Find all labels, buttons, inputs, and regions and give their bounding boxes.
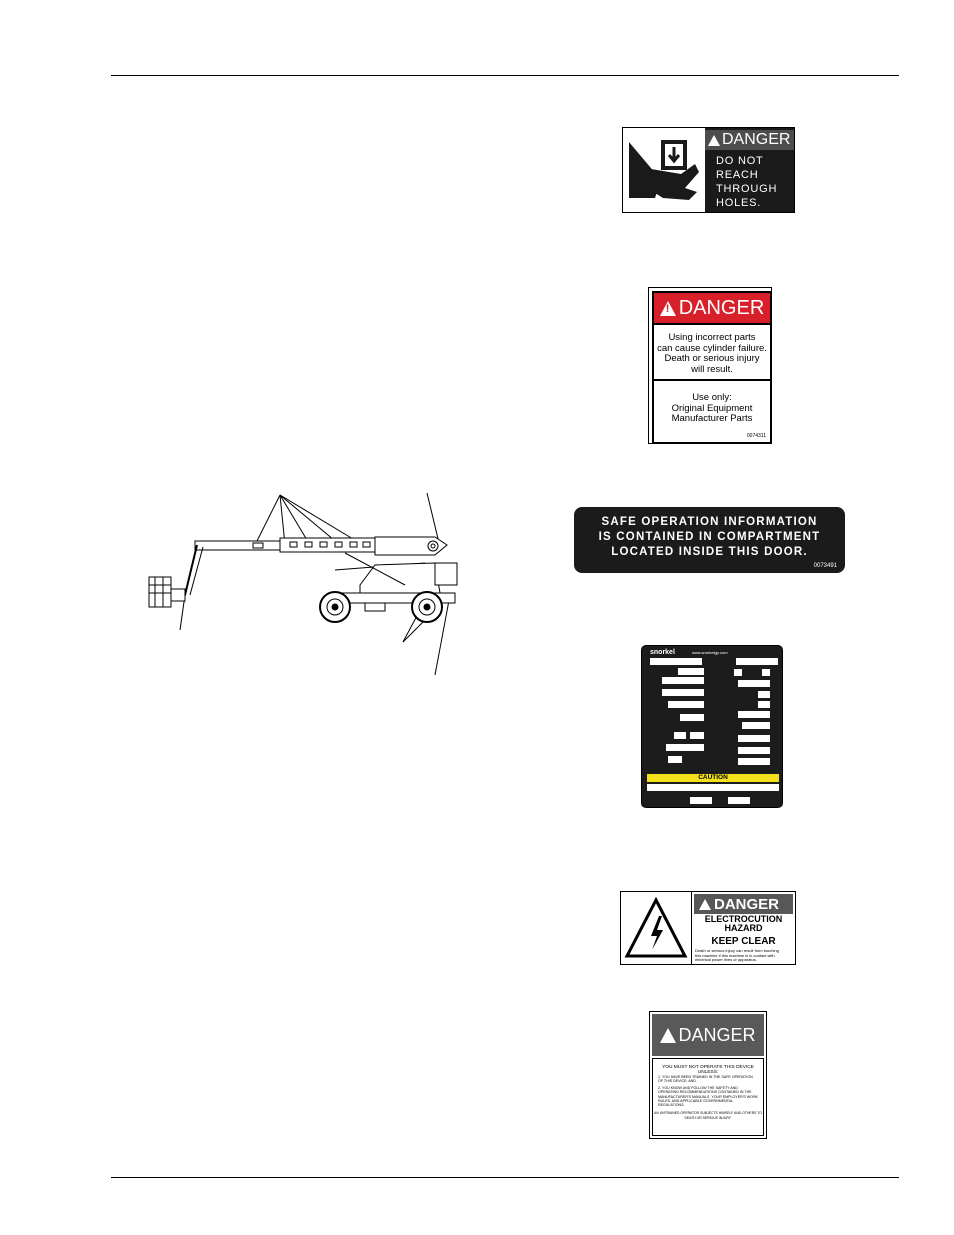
operate-item: 1. YOU HAVE BEEN TRAINED IN THE SAFE OPERATION OF THIS DEVICE; AND [658,1075,753,1084]
plate-field [662,689,704,696]
brand-logo: snorkel [650,649,675,656]
plate-field [738,735,770,742]
plate-field [758,701,770,708]
warning-triangle-icon [699,899,711,910]
danger-header: DANGER [705,130,794,150]
danger-label-incorrect-parts [648,287,772,444]
instruction-line: Original Equipment [671,402,753,414]
plate-field [734,669,742,676]
label-line: THROUGH [716,183,778,195]
plate-field [690,732,704,739]
label-line: HOLES. [716,197,762,209]
plate-field [738,758,770,765]
part-number: 0073491 [813,563,837,569]
plate-field [738,711,770,718]
operate-title: YOU MUST NOT OPERATE THIS DEVICE UNLESS: [662,1065,754,1075]
plate-field [762,669,770,676]
warning-triangle-icon [660,301,676,316]
plate-field [674,732,686,739]
plate-field [678,668,704,675]
warning-triangle-icon [708,135,720,146]
instruction-line: Use only: [692,392,732,403]
plate-field [728,797,750,804]
plate-field [662,677,704,684]
label-line: SAFE OPERATION INFORMATION [601,516,818,528]
hazard-title: ELECTROCUTION [704,914,783,924]
footer-rule [111,1177,899,1178]
safe-operation-label [574,507,845,573]
danger-header: DANGER [694,894,793,914]
plate-field [738,747,770,754]
serial-number-plate [641,645,783,808]
label-line: REACH [716,169,759,181]
hazard-subtitle: KEEP CLEAR [711,936,776,947]
hazard-body-line: this machine if this machine is in contact with [695,952,775,958]
warning-line: will result. [691,363,733,375]
hazard-body-line: electrical power lines or apparatus. [695,957,757,963]
label-line: DO NOT [716,155,764,167]
boom-lift-diagram [135,485,465,680]
warning-line: Death or serious injury [664,353,760,364]
operate-footer: DEATH OR SERIOUS INJURY. [684,1116,732,1120]
plate-field [666,744,704,751]
brand-url: www.snorkelgp.com [692,650,728,655]
plate-field [668,701,704,708]
instruction-line: Manufacturer Parts [671,413,753,424]
plate-field [738,680,770,687]
plate-field [758,691,770,698]
caution-banner: CAUTION [647,774,779,782]
warning-line: Using incorrect parts [668,332,756,343]
operate-footer: AN UNTRAINED OPERATOR SUBJECTS HIMSELF AND OTHERS TO [654,1111,762,1115]
hazard-title: HAZARD [724,923,763,933]
high-voltage-icon [621,892,691,964]
danger-label-reach-through-holes [622,127,795,213]
label-line: IS CONTAINED IN COMPARTMENT [598,531,821,543]
part-number: 0074311 [746,433,766,439]
plate-field [742,722,770,729]
plate-field [650,658,702,665]
label-line: LOCATED INSIDE THIS DOOR. [611,546,808,558]
warning-line: can cause cylinder failure. [657,342,767,354]
plate-field [680,714,704,721]
plate-field [690,797,712,804]
warning-triangle-icon [660,1028,676,1043]
hand-crush-icon [623,128,705,212]
plate-field [668,756,682,763]
plate-field [736,658,778,665]
operate-item: 2. YOU KNOW AND FOLLOW THE SAFETY AND OPERATING RECOMMENDATIONS CONTAINED IN THE MANUFACTURER'S MANUALS, YOUR EMPLOYER'S WORK RULES, AND APPLICABLE GOVERNMENTAL REGULATIONS. [658,1085,758,1108]
danger-header: ! DANGER [654,293,770,325]
danger-label-electrocution [620,891,796,965]
hazard-body-line: Death or serious injury can result from touching [695,948,779,953]
divider [654,379,770,381]
header-rule [111,75,899,76]
danger-header: DANGER [652,1014,764,1056]
caution-text-field [647,784,779,791]
danger-label-operator-training [649,1011,767,1139]
